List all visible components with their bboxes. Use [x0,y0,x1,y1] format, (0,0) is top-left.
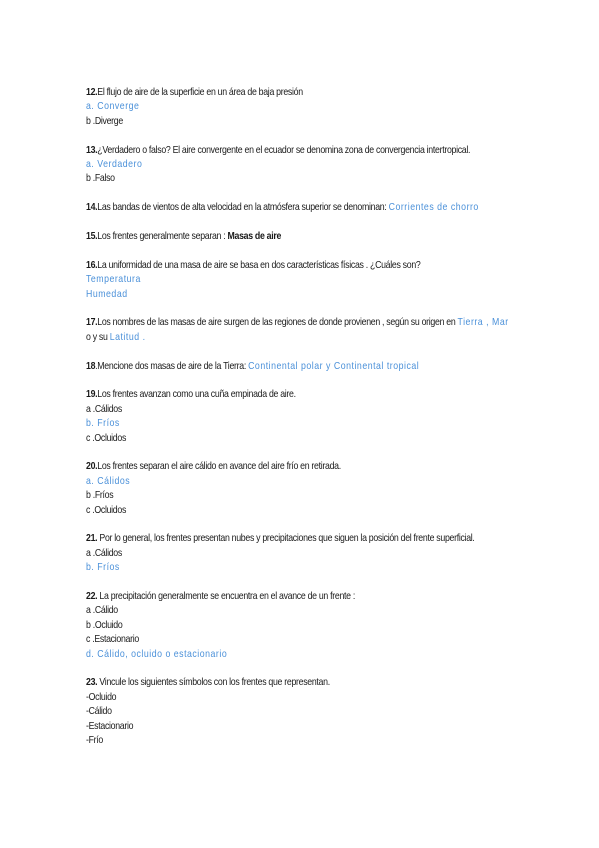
question-number: 12. [86,87,98,98]
question-22 [86,590,556,662]
question-line [86,86,556,100]
option-c: c .Ocluidos [86,504,127,516]
question-23 [86,676,556,748]
question-text: La uniformidad de una masa de aire se basa en dos características físicas . ¿Cuáles son? [97,259,421,271]
question-line [86,144,556,158]
question-text: Los frentes generalmente separan : [97,231,228,243]
question-20 [86,460,556,518]
answer: Continental polar y Continental tropical [248,360,420,372]
question-text: Vincule los siguientes símbolos con los frentes que representan. [97,677,330,689]
option-c: c .Ocluidos [86,432,127,444]
option-b: b .Diverge [86,115,123,127]
question-line [86,676,556,690]
question-number: 16. [86,259,98,271]
question-number: 18 [86,360,96,372]
option-b: b .Falso [86,173,115,185]
question-text: Las bandas de vientos de alta velocidad en la atmósfera superior se denominan: [97,202,389,214]
question-number: 23. [86,677,98,689]
question-number: 19. [86,389,98,401]
question-line [86,460,556,474]
option-d: d. Cálido, ocluido o estacionario [86,648,228,660]
question-line [86,316,556,330]
question-17 [86,316,556,345]
question-number: 21. [86,533,98,545]
list-item: -Frío [86,735,103,747]
question-line [86,201,556,215]
question-line [86,230,556,244]
answer-1: Temperatura [86,274,141,286]
question-text: Los nombres de las masas de aire surgen de las regiones de donde provienen , según su origen en [97,317,458,329]
question-text: .Mencione dos masas de aire de la Tierra: [95,360,249,372]
question-12 [86,86,556,129]
question-line [86,388,556,402]
option-b: b. Fríos [86,418,120,430]
question-number: 22. [86,591,98,603]
question-16 [86,259,556,302]
answer-b: Latitud . [109,331,146,343]
question-line [86,590,556,604]
option-a: a. Converge [86,101,140,113]
question-line [86,360,556,374]
question-18 [86,360,556,374]
list-item: -Estacionario [86,720,134,732]
question-text: ¿Verdadero o falso? El aire convergente en el ecuador se denomina zona de convergencia intertropical. [97,144,471,156]
option-a: a .Cálidos [86,403,122,415]
option-a: a. Verdadero [86,159,143,171]
answer: Corrientes de chorro [388,202,479,214]
questionnaire [86,86,556,763]
question-19 [86,388,556,446]
question-text-2: o y su [86,331,110,343]
answer: Masas de aire [227,231,282,243]
question-number: 14. [86,202,98,214]
question-14 [86,201,556,215]
question-text: Los frentes separan el aire cálido en avance del aire frío en retirada. [97,461,341,473]
question-text: Los frentes avanzan como una cuña empinada de aire. [97,389,296,401]
question-text: El flujo de aire de la superficie en un área de baja presión [97,87,303,98]
question-21 [86,532,556,575]
option-b: b .Ocluido [86,619,123,631]
question-text: La precipitación generalmente se encuentra en el avance de un frente : [97,591,356,603]
list-item: -Ocluido [86,691,117,703]
answer-2: Humedad [86,288,128,300]
question-number: 15. [86,231,98,243]
option-a: a .Cálidos [86,547,122,559]
option-a: a. Cálidos [86,475,131,487]
option-c: c .Estacionario [86,634,139,646]
question-number: 20. [86,461,98,473]
list-item: -Cálido [86,706,112,718]
question-line [86,532,556,546]
option-b: b. Fríos [86,562,120,574]
question-line-2 [86,331,556,345]
question-15 [86,230,556,244]
question-number: 17. [86,317,98,329]
question-13 [86,144,556,187]
question-text: Por lo general, los frentes presentan nubes y precipitaciones que siguen la posición del frente superficial. [97,533,475,545]
option-b: b .Fríos [86,490,114,502]
question-number: 13. [86,144,98,156]
option-a: a .Cálido [86,605,118,617]
question-line [86,259,556,273]
answer-a: Tierra , Mar [457,317,509,329]
